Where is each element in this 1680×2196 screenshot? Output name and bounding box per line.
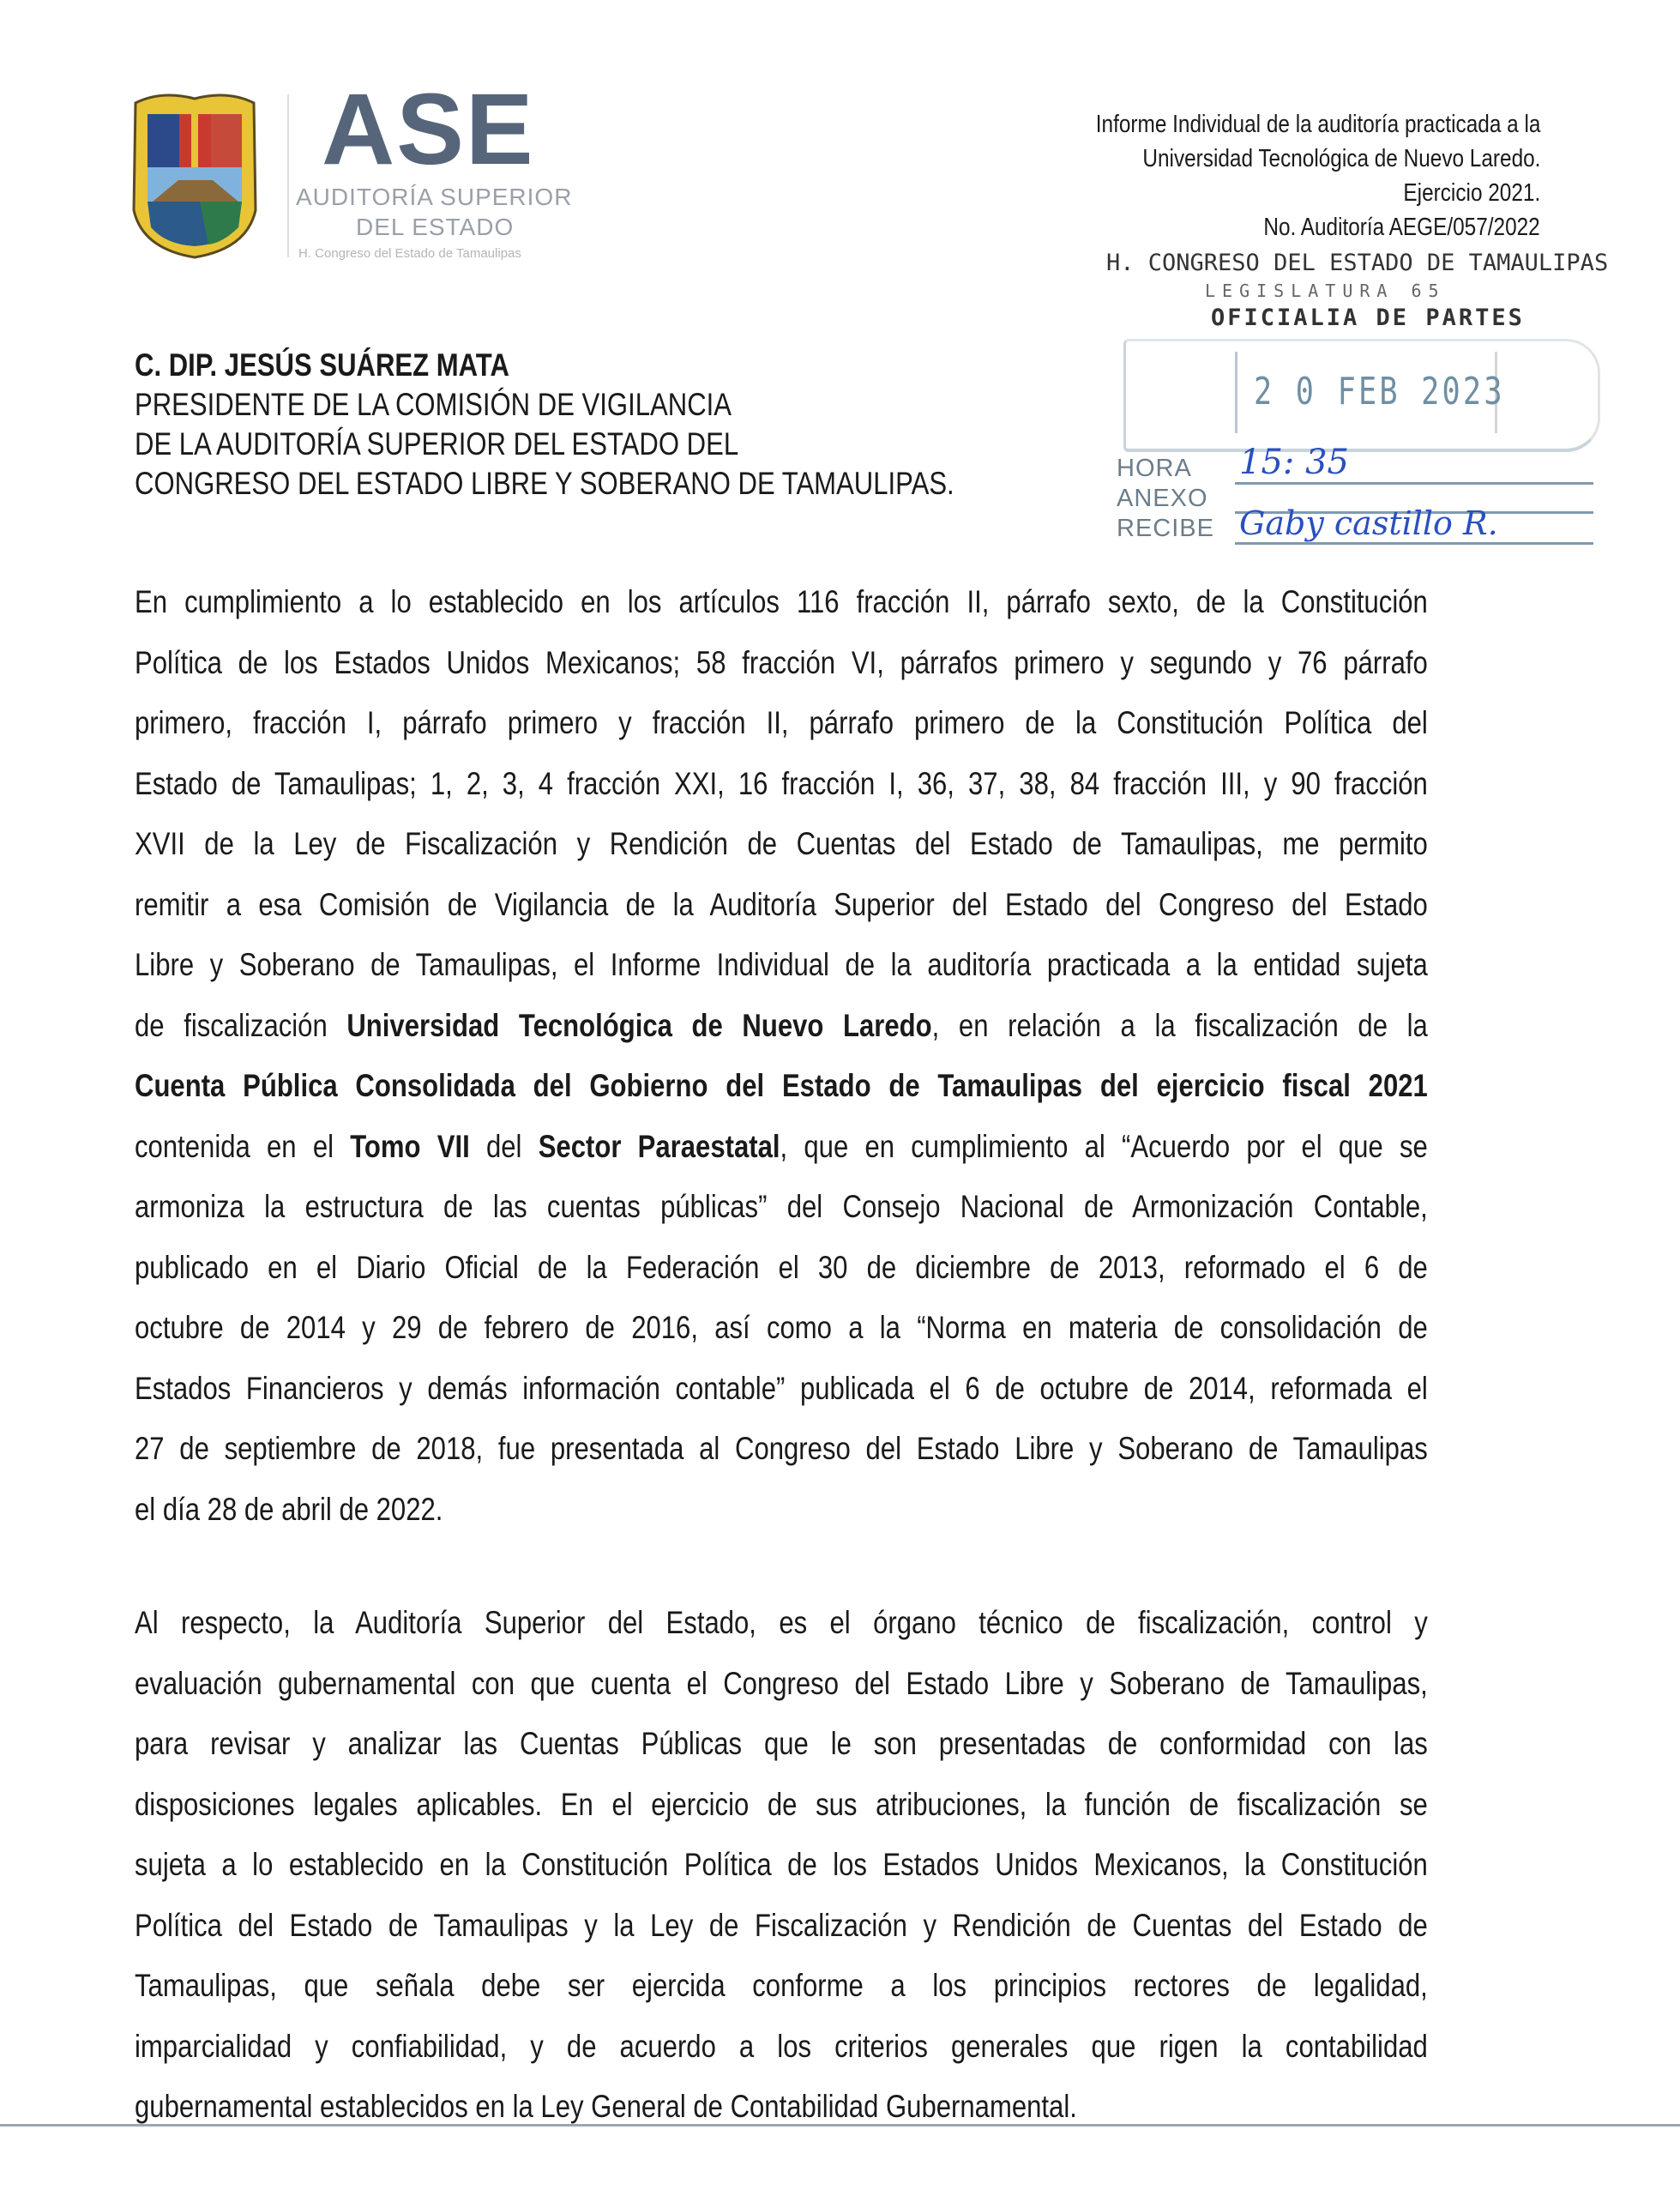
audit-number-line: No. Auditoría AEGE/057/2022 (1263, 214, 1540, 241)
text: evaluación gubernamental con que cuenta el Congreso del Estado Libre y Soberano de Tamaulipas, (135, 1665, 1428, 1701)
text: Tamaulipas, que señala debe ser ejercida conforme a los principios rectores de legalidad, (135, 1968, 1428, 2003)
paragraph-2-line (135, 2028, 1428, 2066)
text: Política de los Estados Unidos Mexicanos; 58 fracción VI, párrafos primero y segundo y 76 párrafo (135, 644, 1428, 680)
text: Al respecto, la Auditoría Superior del Estado, es el órgano técnico de fiscalización, control y (135, 1605, 1428, 1640)
text: , en relación a la fiscalización de la (931, 1007, 1428, 1043)
text: el día 28 de abril de 2022. (135, 1491, 443, 1527)
text: 27 de septiembre de 2018, fue presentada al Congreso del Estado Libre y Soberano de Tamaulipas (135, 1431, 1428, 1466)
paragraph-1-line (135, 946, 1428, 984)
paragraph-1-line (135, 583, 1428, 621)
paragraph-1-line (135, 1067, 1428, 1105)
stamp-hora-value: 15: 35 (1239, 443, 1349, 482)
addressee-line: DE LA AUDITORÍA SUPERIOR DEL ESTADO DEL (135, 426, 739, 462)
paragraph-1-line (135, 1128, 1428, 1166)
stamp-hora-line (1235, 482, 1593, 485)
paragraph-2-line (135, 1725, 1428, 1763)
text: contenida en el (135, 1128, 351, 1164)
logo-subtitle: AUDITORÍA SUPERIOR (296, 184, 573, 210)
logo-acronym: ASE (322, 73, 535, 186)
paragraph-1-line (135, 1007, 1428, 1045)
paragraph-2-line (135, 1665, 1428, 1703)
stamp-congress: H. CONGRESO DEL ESTADO DE TAMAULIPAS (1106, 250, 1609, 276)
stamp-date: 2 0 FEB 2023 (1254, 370, 1505, 413)
stamp-recibe-signature: Gaby castillo R. (1239, 504, 1498, 542)
addressee-line: PRESIDENTE DE LA COMISIÓN DE VIGILANCIA (135, 387, 732, 422)
text: imparcialidad y confiabilidad, y de acuerdo a los criterios generales que rigen la contabilidad (135, 2028, 1428, 2064)
text: Política del Estado de Tamaulipas y la Ley de Fiscalización y Rendición de Cuentas del Estado de (135, 1907, 1428, 1943)
logo-divider (287, 94, 289, 257)
paragraph-2-line (135, 1786, 1428, 1824)
paragraph-1-line (135, 1430, 1428, 1468)
addressee-name: C. DIP. JESÚS SUÁREZ MATA (135, 347, 509, 383)
text: de fiscalización (135, 1007, 347, 1043)
addressee-line: CONGRESO DEL ESTADO LIBRE Y SOBERANO DE TAMAULIPAS. (135, 466, 954, 501)
text: octubre de 2014 y 29 de febrero de 2016, así como a la “Norma en materia de consolidación de (135, 1310, 1428, 1345)
text: Estado de Tamaulipas; 1, 2, 3, 4 fracción XXI, 16 fracción I, 36, 37, 38, 84 fracción III, y 90 fracción (135, 765, 1428, 801)
text: disposiciones legales aplicables. En el ejercicio de sus atribuciones, la función de fiscalización se (135, 1786, 1428, 1822)
footer-rule (0, 2124, 1680, 2127)
stamp-legislature: LEGISLATURA 65 (1205, 281, 1446, 301)
text: En cumplimiento a lo establecido en los artículos 116 fracción II, párrafo sexto, de la Constitución (135, 584, 1428, 619)
bold-text: Tomo VII (350, 1128, 470, 1164)
bold-text: Cuenta Pública Consolidada del Gobierno del Estado de Tamaulipas del ejercicio fiscal 2021 (135, 1068, 1428, 1103)
paragraph-1-line (135, 1188, 1428, 1226)
paragraph-1-line (135, 825, 1428, 863)
report-title-line: Informe Individual de la auditoría practicada a la (1095, 111, 1540, 138)
paragraph-2-line (135, 1967, 1428, 2005)
report-entity-line: Universidad Tecnológica de Nuevo Laredo. (1141, 145, 1540, 172)
stamp-recibe-line (1235, 542, 1593, 545)
paragraph-1-line (135, 886, 1428, 924)
text: primero, fracción I, párrafo primero y fracción II, párrafo primero de la Constitución Política del (135, 705, 1428, 740)
paragraph-1-line (135, 1249, 1428, 1287)
text: Libre y Soberano de Tamaulipas, el Informe Individual de la auditoría practicada a la entidad sujeta (135, 947, 1428, 982)
paragraph-2-line (135, 1907, 1428, 1945)
paragraph-1-line (135, 644, 1428, 682)
report-year-line: Ejercicio 2021. (1403, 179, 1540, 207)
bold-text: Sector Paraestatal (538, 1128, 780, 1164)
text: publicado en el Diario Oficial de la Federación el 30 de diciembre de 2013, reformado el 6 de (135, 1249, 1428, 1285)
stamp-office: OFICIALIA DE PARTES (1211, 305, 1525, 331)
text: gubernamental establecidos en la Ley General de Contabilidad Gubernamental. (135, 2089, 1077, 2124)
bold-text: Universidad Tecnológica de Nuevo Laredo (346, 1007, 932, 1043)
paragraph-2-line (135, 1604, 1428, 1642)
stamp-hora-label: HORA (1117, 455, 1192, 482)
paragraph-2-line (135, 1846, 1428, 1884)
logo-subtitle: DEL ESTADO (356, 214, 515, 240)
text: armoniza la estructura de las cuentas públicas” del Consejo Nacional de Armonización Contable, (135, 1189, 1428, 1224)
paragraph-1-line (135, 1309, 1428, 1347)
paragraph-1-line (135, 704, 1428, 742)
text: remitir a esa Comisión de Vigilancia de la Auditoría Superior del Estado del Congreso del Estado (135, 886, 1428, 922)
stamp-recibe-label: RECIBE (1117, 515, 1214, 542)
text: , que en cumplimiento al “Acuerdo por el que se (780, 1128, 1428, 1164)
text: para revisar y analizar las Cuentas Públicas que le son presentadas de conformidad con las (135, 1726, 1428, 1761)
logo-tagline: H. Congreso del Estado de Tamaulipas (298, 246, 521, 261)
paragraph-1-line (135, 1370, 1428, 1408)
stamp-anexo-label: ANEXO (1117, 485, 1208, 512)
paragraph-1-line (135, 1491, 1428, 1529)
text: sujeta a lo establecido en la Constitución Política de los Estados Unidos Mexicanos, la Constitución (135, 1847, 1428, 1882)
paragraph-2-line (135, 2088, 1428, 2126)
paragraph-1-line (135, 765, 1428, 803)
coat-of-arms-icon (127, 90, 262, 262)
text: Estados Financieros y demás información contable” publicada el 6 de octubre de 2014, reformada el (135, 1370, 1428, 1406)
text: XVII de la Ley de Fiscalización y Rendición de Cuentas del Estado de Tamaulipas, me permito (135, 826, 1428, 861)
text: del (469, 1128, 539, 1164)
